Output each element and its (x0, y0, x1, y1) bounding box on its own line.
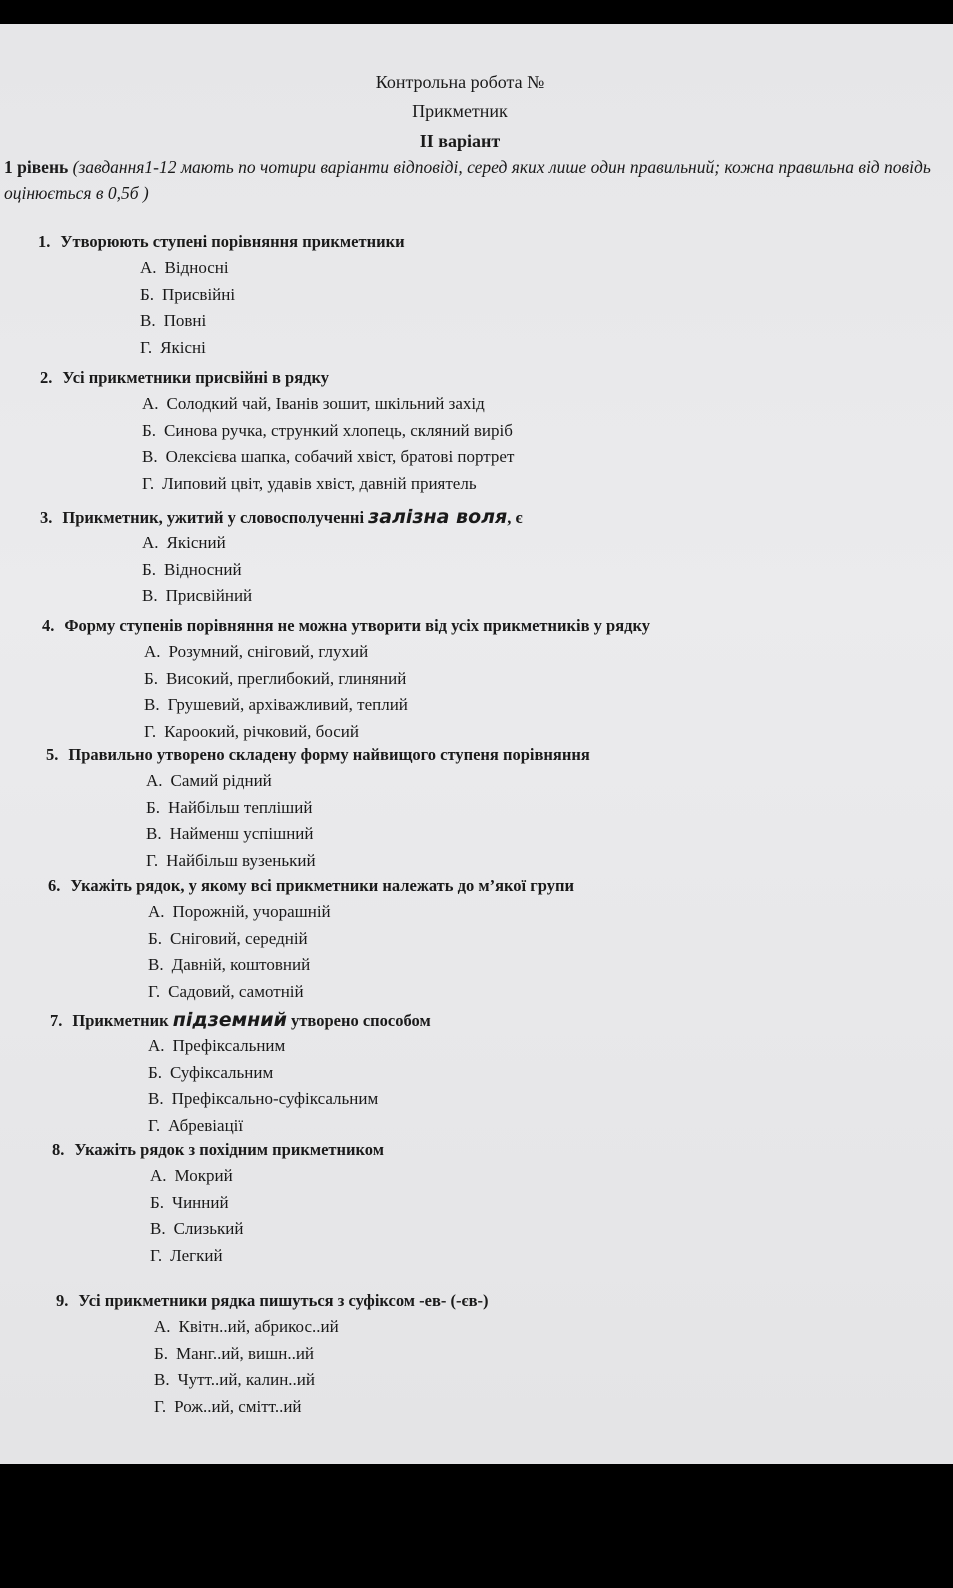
option-d[interactable] (150, 1243, 932, 1270)
question-2 (40, 365, 920, 497)
option-letter: Б. (148, 928, 163, 948)
option-c[interactable] (148, 952, 928, 979)
option-b[interactable] (140, 282, 918, 309)
option-letter: Г. (148, 981, 161, 1001)
option-a[interactable] (140, 255, 918, 282)
level-note: (завдання1-12 мають по чотири варіанти відповіді, серед яких лише один правильний; кожна правильна від повідь оцінюється в 0,5б ) (4, 157, 931, 203)
option-letter: Б. (154, 1343, 169, 1363)
options-list (146, 768, 926, 874)
option-c[interactable] (140, 308, 918, 335)
test-variant: ІІ варіант (419, 131, 501, 151)
question-number: 4. (42, 616, 55, 635)
option-letter: А. (146, 771, 163, 790)
question-6 (48, 873, 928, 1005)
question-text: Усі прикметники рядка пишуться з суфіксом -ев- (-єв-) (78, 1291, 489, 1310)
option-text: Суфіксальним (170, 1062, 274, 1082)
option-c[interactable] (154, 1367, 936, 1394)
question-title (50, 1007, 930, 1033)
option-letter: В. (150, 1219, 166, 1238)
question-text: Утворюють ступені порівняння прикметники (60, 232, 405, 251)
option-text: Кароокий, річковий, босий (164, 721, 359, 741)
option-text: Давній, коштовний (171, 955, 311, 974)
focus-phrase: залізна воля (368, 506, 508, 528)
option-letter: А. (142, 394, 159, 413)
option-letter: В. (144, 695, 160, 714)
option-letter: Б. (142, 420, 157, 440)
option-text: Грушевий, архіважливий, теплий (167, 695, 408, 714)
option-a[interactable] (144, 639, 922, 666)
option-text: Абревіації (168, 1115, 244, 1135)
question-number: 1. (38, 232, 51, 251)
option-a[interactable] (142, 391, 920, 418)
question-5 (46, 742, 926, 874)
question-text-after: , є (507, 508, 523, 527)
option-b[interactable] (150, 1190, 932, 1217)
option-a[interactable] (142, 530, 920, 557)
option-letter: Б. (146, 797, 161, 817)
test-subject: Прикметник (412, 101, 508, 121)
option-letter: А. (148, 902, 165, 921)
option-letter: В. (142, 586, 158, 605)
option-letter: Г. (144, 721, 157, 741)
question-text-after: утворено способом (286, 1011, 431, 1030)
option-letter: Г. (148, 1115, 161, 1135)
option-letter: В. (142, 447, 158, 466)
option-text: Манг..ий, вишн..ий (176, 1343, 315, 1363)
option-a[interactable] (148, 1033, 930, 1060)
question-number: 7. (50, 1011, 63, 1030)
option-text: Чинний (172, 1192, 229, 1212)
question-text: Правильно утворено складену форму найвищого ступеня порівняння (68, 745, 590, 764)
question-title (40, 365, 920, 391)
option-letter: В. (140, 311, 156, 330)
option-c[interactable] (142, 444, 920, 471)
option-text: Найбільш вузенький (166, 850, 316, 870)
option-text: Олексієва шапка, собачий хвіст, братові портрет (165, 447, 515, 466)
option-b[interactable] (154, 1341, 936, 1368)
option-c[interactable] (142, 583, 920, 610)
options-list (150, 1163, 932, 1269)
option-text: Рож..ий, смітт..ий (174, 1396, 302, 1416)
option-letter: Б. (148, 1062, 163, 1082)
question-title (56, 1288, 936, 1314)
question-number: 3. (40, 508, 53, 527)
option-b[interactable] (142, 418, 920, 445)
option-text: Чутт..ий, калин..ий (177, 1370, 315, 1389)
question-3 (40, 504, 920, 610)
option-b[interactable] (144, 666, 922, 693)
question-title (38, 229, 918, 255)
option-text: Сніговий, середній (170, 928, 308, 948)
question-text: Прикметник, ужитий у словосполученні (62, 508, 369, 527)
option-text: Префіксальним (172, 1036, 286, 1055)
option-letter: В. (148, 955, 164, 974)
question-title (48, 873, 928, 899)
option-c[interactable] (148, 1086, 930, 1113)
option-text: Якісні (160, 337, 206, 357)
option-text: Розумний, сніговий, глухий (168, 642, 369, 661)
question-9 (56, 1288, 936, 1420)
question-title (42, 613, 922, 639)
question-text: Укажіть рядок з похідним прикметником (74, 1140, 384, 1159)
option-text: Відносні (164, 258, 229, 277)
option-letter: Г. (150, 1245, 163, 1265)
option-text: Садовий, самотній (168, 981, 304, 1001)
level-label: 1 рівень (4, 157, 69, 177)
option-c[interactable] (146, 821, 926, 848)
question-number: 5. (46, 745, 59, 764)
test-title: Контрольна робота № (375, 72, 545, 92)
option-b[interactable] (146, 795, 926, 822)
question-7 (50, 1007, 930, 1139)
option-text: Легкий (170, 1245, 223, 1265)
question-number: 9. (56, 1291, 69, 1310)
option-text: Найменш успішний (169, 824, 314, 843)
option-letter: Г. (142, 473, 155, 493)
option-d[interactable] (148, 1113, 930, 1140)
option-letter: А. (144, 642, 161, 661)
question-title (40, 504, 920, 530)
option-letter: Г. (146, 850, 159, 870)
question-number: 8. (52, 1140, 65, 1159)
option-letter: А. (150, 1166, 167, 1185)
option-d[interactable] (142, 471, 920, 498)
option-text: Якісний (166, 533, 226, 552)
option-text: Квітн..ий, абрикос..ий (178, 1317, 339, 1336)
question-1 (38, 229, 918, 361)
option-a[interactable] (154, 1314, 936, 1341)
option-text: Префіксально-суфіксальним (171, 1089, 379, 1108)
options-list (148, 1033, 930, 1139)
question-8 (52, 1137, 932, 1269)
options-list (140, 255, 918, 361)
option-letter: В. (148, 1089, 164, 1108)
option-text: Солодкий чай, Іванів зошит, шкільний захід (166, 394, 485, 413)
option-text: Повні (163, 311, 207, 330)
question-text: Форму ступенів порівняння не можна утворити від усіх прикметників у рядку (64, 616, 651, 635)
option-letter: В. (146, 824, 162, 843)
focus-word: підземний (172, 1009, 287, 1031)
option-letter: Б. (144, 668, 159, 688)
option-text: Слизький (173, 1219, 244, 1238)
option-letter: В. (154, 1370, 170, 1389)
option-text: Самий рідний (170, 771, 272, 790)
option-d[interactable] (140, 335, 918, 362)
option-text: Мокрий (174, 1166, 233, 1185)
option-b[interactable] (148, 1060, 930, 1087)
option-text: Відносний (164, 559, 242, 579)
option-text: Липовий цвіт, удавів хвіст, давній приятель (162, 473, 477, 493)
option-a[interactable] (148, 899, 928, 926)
option-a[interactable] (146, 768, 926, 795)
option-c[interactable] (144, 692, 922, 719)
option-d[interactable] (146, 848, 926, 875)
option-letter: А. (154, 1317, 171, 1336)
question-text: Прикметник (72, 1011, 173, 1030)
option-letter: Г. (154, 1396, 167, 1416)
question-number: 2. (40, 368, 53, 387)
options-list (142, 530, 920, 610)
question-title (46, 742, 926, 768)
option-letter: Б. (150, 1192, 165, 1212)
option-c[interactable] (150, 1216, 932, 1243)
question-4 (42, 613, 922, 745)
option-letter: Б. (142, 559, 157, 579)
options-list (148, 899, 928, 1005)
options-list (144, 639, 922, 745)
option-text: Присвійний (165, 586, 253, 605)
option-letter: Г. (140, 337, 153, 357)
option-text: Синова ручка, стрункий хлопець, скляний виріб (164, 420, 513, 440)
question-title (52, 1137, 932, 1163)
options-list (154, 1314, 936, 1420)
option-letter: А. (140, 258, 157, 277)
option-letter: Б. (140, 284, 155, 304)
option-text: Присвійні (162, 284, 236, 304)
option-b[interactable] (142, 557, 920, 584)
option-text: Найбільш тепліший (168, 797, 313, 817)
option-d[interactable] (148, 979, 928, 1006)
option-letter: А. (148, 1036, 165, 1055)
level-instructions (4, 154, 934, 206)
option-d[interactable] (154, 1394, 936, 1421)
option-letter: А. (142, 533, 159, 552)
question-number: 6. (48, 876, 61, 895)
question-text: Укажіть рядок, у якому всі прикметники належать до м’якої групи (70, 876, 574, 895)
option-a[interactable] (150, 1163, 932, 1190)
test-sheet (0, 24, 953, 1464)
option-b[interactable] (148, 926, 928, 953)
option-text: Високий, преглибокий, глиняний (166, 668, 407, 688)
question-text: Усі прикметники присвійні в рядку (62, 368, 329, 387)
option-text: Порожній, учорашній (172, 902, 331, 921)
options-list (142, 391, 920, 497)
